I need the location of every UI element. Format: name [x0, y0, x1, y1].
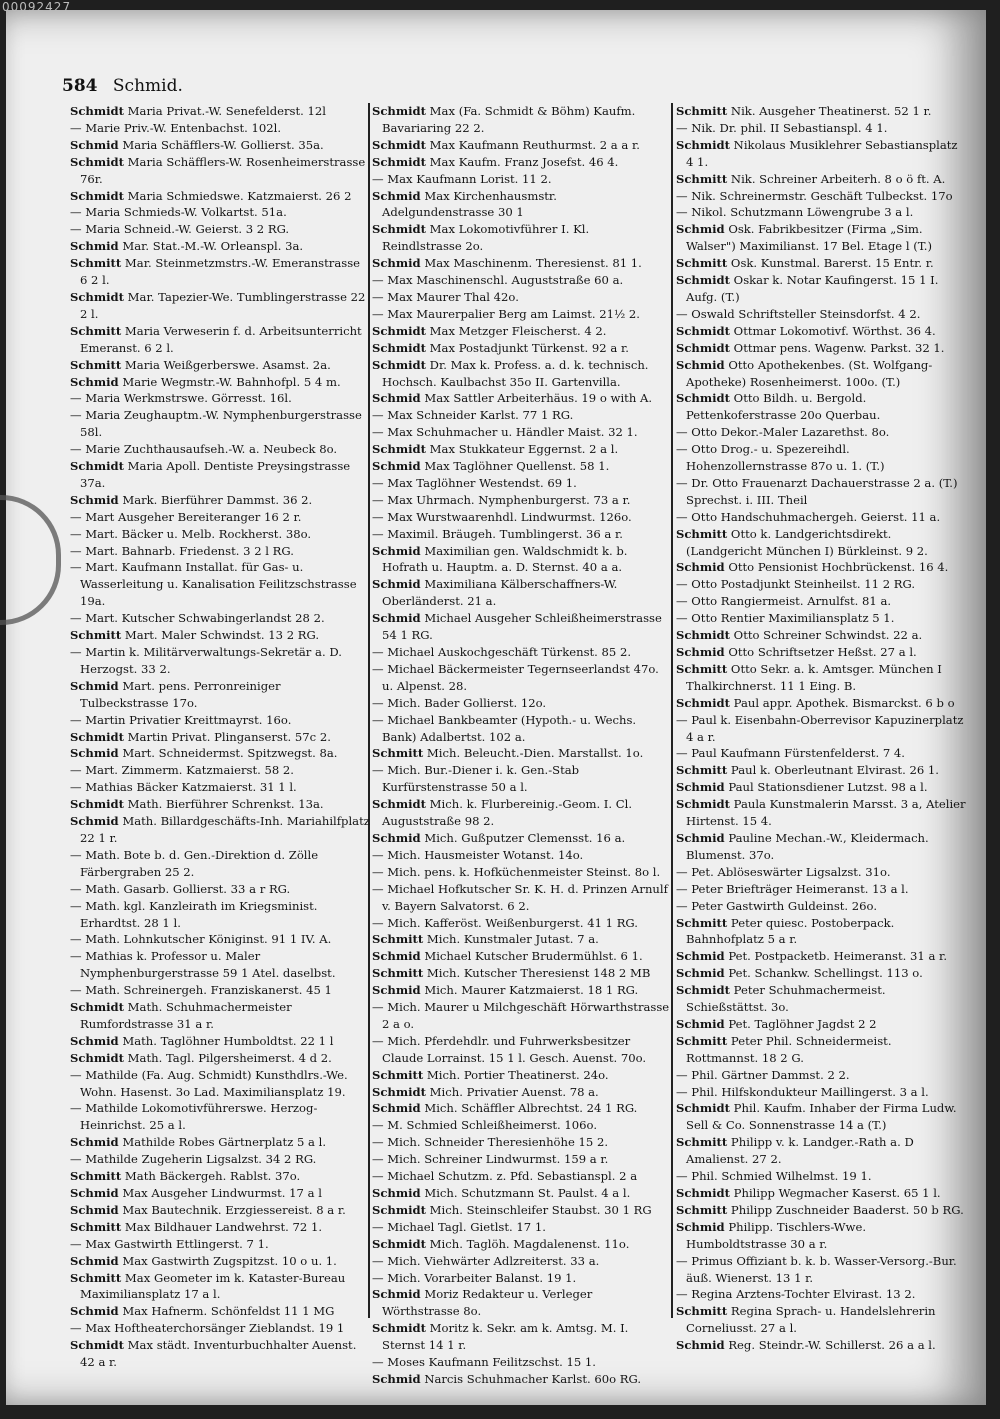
column-rule	[671, 103, 673, 1318]
directory-entry: Schmidt Otto Bildh. u. Bergold. Pettenkoferstrasse 20o Querbau.	[676, 391, 881, 423]
directory-entry: Schmitt Mich. Portier Theatinerst. 24o.	[372, 1067, 609, 1082]
directory-entry: Schmid Maximiliana Kälberschaffners-W. Oberländerst. 21 a.	[372, 577, 618, 609]
directory-entry: — Math. Bote b. d. Gen.-Direktion d. Zölle Färbergraben 25 2.	[70, 847, 319, 879]
directory-entry: — Max Maurer Thal 42o.	[372, 289, 519, 304]
directory-entry: — Otto Handschuhmachergeh. Geierst. 11 a.	[676, 509, 941, 524]
directory-entry: — Mich. Schneider Theresienhöhe 15 2.	[372, 1135, 609, 1150]
directory-entry: Schmid Math. Taglöhner Humboldtst. 22 1 l	[70, 1033, 334, 1048]
directory-entry: — Mich. Pferdehdlr. und Fuhrwerksbesitzer Claude Lorrainst. 15 1 l. Gesch. Auenst. 70o.	[372, 1033, 647, 1065]
directory-entry: Schmidt Max städt. Inventurbuchhalter Auenst. 42 a r.	[70, 1338, 357, 1370]
directory-entry: Schmid Philipp. Tischlers-Wwe. Humboldtstrasse 30 a r.	[676, 1219, 867, 1251]
directory-entry: — Mich. Viehwärter Adlzreiterst. 33 a.	[372, 1253, 600, 1268]
directory-entry: Schmitt Mich. Kutscher Theresienst 148 2 MB	[372, 966, 651, 981]
directory-entry: Schmid Otto Schriftsetzer Heßst. 27 a l.	[676, 645, 917, 659]
directory-entry: — Maria Zeughauptm.-W. Nymphenburgerstrasse 58l.	[70, 408, 362, 440]
directory-entry: — Paul k. Eisenbahn-Oberrevisor Kapuzinerplatz 4 a r.	[676, 712, 964, 744]
directory-entry: Schmid Mart. Schneidermst. Spitzwegst. 8a.	[70, 746, 338, 761]
directory-entry: Schmitt Nik. Schreiner Arbeiterh. 8 o ö ft. A.	[676, 171, 946, 186]
directory-entry: — Mart. Bahnarb. Friedenst. 3 2 l RG.	[70, 543, 294, 558]
directory-entry: Schmid Mich. Gußputzer Clemensst. 16 a.	[372, 830, 626, 845]
directory-entry: — Math. Gasarb. Gollierst. 33 a r RG.	[70, 881, 291, 896]
directory-entry: — Math. kgl. Kanzleirath im Kriegsminist. Erhardtst. 28 1 l.	[70, 898, 318, 930]
directory-entry: — Michael Tagl. Gietlst. 17 1.	[372, 1219, 546, 1234]
directory-entry: Schmid Max Kirchenhausmstr. Adelgundenstrasse 30 1	[372, 188, 557, 220]
directory-entry: Schmid Max Maschinenm. Theresienst. 81 1.	[372, 256, 642, 271]
directory-entry: — Mich. Kafferöst. Weißenburgerst. 41 1 RG.	[372, 915, 638, 930]
directory-entry: Schmitt Max Geometer im k. Kataster-Bureau Maximiliansplatz 17 a l.	[70, 1270, 346, 1302]
directory-entry: Schmidt Ottmar pens. Wagenw. Parkst. 32 1.	[676, 340, 945, 355]
shelfmark-number: 00092427	[2, 0, 72, 14]
directory-entry: Schmidt Phil. Kaufm. Inhaber der Firma Ludw. Sell & Co. Sonnenstrasse 14 a (T.)	[676, 1101, 957, 1133]
directory-entry: — Marie Zuchthausaufseh.-W. a. Neubeck 8o.	[70, 442, 338, 457]
directory-entry: Schmid Mich. Maurer Katzmaierst. 18 1 RG.	[372, 983, 639, 998]
directory-entry: — Marie Priv.-W. Entenbachst. 102l.	[70, 120, 282, 135]
directory-entry: — Mathias Bäcker Katzmaierst. 31 1 l.	[70, 780, 297, 795]
directory-entry: Schmidt Paula Kunstmalerin Marsst. 3 a, Atelier Hirtenst. 15 4.	[676, 797, 966, 829]
directory-entry: Schmitt Mar. Steinmetzmstrs.-W. Emeranstrasse 6 2 l.	[70, 256, 361, 288]
directory-entry: — Nik. Dr. phil. II Sebastianspl. 4 1.	[676, 120, 888, 135]
directory-entry: Schmidt Ottmar Lokomotivf. Wörthst. 36 4.	[676, 323, 936, 338]
directory-entry: — Otto Rangiermeist. Arnulfst. 81 a.	[676, 594, 892, 609]
directory-entry: Schmid Otto Pensionist Hochbrückenst. 16 4.	[676, 560, 949, 575]
directory-entry: Schmidt Maria Schmiedswe. Katzmaierst. 26 2	[70, 188, 352, 203]
directory-entry: Schmid Moriz Redakteur u. Verleger Wörthstrasse 8o.	[372, 1287, 593, 1319]
directory-entry: Schmid Pauline Mechan.-W., Kleidermach. Blumenst. 37o.	[676, 830, 929, 862]
page-header	[62, 76, 183, 96]
running-head: Schmid.	[112, 76, 183, 96]
directory-entry: — Mich. Bur.-Diener i. k. Gen.-Stab Kurfürstenstrasse 50 a l.	[372, 763, 580, 795]
directory-entry: Schmitt Max Bildhauer Landwehrst. 72 1.	[70, 1219, 323, 1234]
directory-entry: — Mathias k. Professor u. Maler Nymphenburgerstrasse 59 1 Atel. daselbst.	[70, 949, 336, 981]
directory-entry: — Mart. Kutscher Schwabingerlandst 28 2.	[70, 611, 325, 626]
directory-entry: Schmid Max Hafnerm. Schönfeldst 11 1 MG	[70, 1304, 335, 1319]
directory-entry: Schmid Mich. Schäffler Albrechtst. 24 1 RG.	[372, 1101, 638, 1116]
directory-entry: — Max Wurstwaarenhdl. Lindwurmst. 126o.	[372, 509, 632, 524]
directory-entry: — Mathilde Zugeherin Ligsalzst. 34 2 RG.	[70, 1152, 317, 1167]
directory-entry: Schmitt Otto Sekr. a. k. Amtsger. München I Thalkirchnerst. 11 1 Eing. B.	[676, 661, 942, 693]
directory-entry: Schmidt Max Kaufmann Reuthurmst. 2 a a r.	[372, 137, 640, 152]
directory-entry: — Moses Kaufmann Feilitzschst. 15 1.	[372, 1355, 596, 1370]
directory-entry: Schmid Otto Apothekenbes. (St. Wolfgang-Apotheke) Rosenheimerst. 100o. (T.)	[676, 357, 933, 389]
directory-entry: Schmidt Mich. k. Flurbereinig.-Geom. I. Cl. Auguststraße 98 2.	[372, 797, 633, 829]
directory-entry: Schmitt Mich. Beleucht.-Dien. Marstallst. 1o.	[372, 746, 644, 761]
directory-entry: Schmid Marie Wegmstr.-W. Bahnhofpl. 5 4 m.	[70, 374, 341, 389]
directory-entry: Schmitt Math Bäckergeh. Rablst. 37o.	[70, 1169, 301, 1184]
directory-entry: — Mich. Bader Gollierst. 12o.	[372, 695, 547, 710]
directory-entry: Schmid Mart. pens. Perronreiniger Tulbeckstrasse 17o.	[70, 678, 281, 710]
directory-entry: — Max Maschinenschl. Auguststraße 60 a.	[372, 273, 624, 288]
directory-entry: — Math. Lohnkutscher Königinst. 91 1 IV. A.	[70, 932, 332, 947]
directory-entry: — Dr. Otto Frauenarzt Dachauerstrasse 2 a. (T.) Sprechst. i. III. Theil	[676, 475, 958, 507]
directory-entry: Schmitt Maria Verweserin f. d. Arbeitsunterricht Emeranst. 6 2 l.	[70, 323, 362, 355]
directory-entry: Schmid Mark. Bierführer Dammst. 36 2.	[70, 492, 313, 507]
directory-entry: Schmitt Philipp v. k. Landger.-Rath a. D Amalienst. 27 2.	[676, 1135, 914, 1167]
directory-entry: Schmidt Paul appr. Apothek. Bismarckst. 6 b o	[676, 695, 955, 710]
directory-entry: Schmidt Max Stukkateur Eggernst. 2 a l.	[372, 442, 619, 457]
directory-entry: — Max Gastwirth Ettlingerst. 7 1.	[70, 1236, 269, 1251]
directory-column-3	[676, 103, 966, 1353]
directory-entry: Schmidt Mich. Taglöh. Magdalenenst. 11o.	[372, 1236, 630, 1251]
directory-entry: Schmidt Mich. Privatier Auenst. 78 a.	[372, 1084, 599, 1099]
directory-entry: — M. Schmied Schleißheimerst. 106o.	[372, 1118, 598, 1133]
directory-entry: — Mathilde Lokomotivführerswe. Herzog-Heinrichst. 25 a l.	[70, 1101, 318, 1133]
directory-entry: Schmid Max Sattler Arbeiterhäus. 19 o with A.	[372, 391, 653, 406]
directory-entry: Schmid Max Bautechnik. Erzgiessereist. 8 a r.	[70, 1202, 346, 1217]
directory-entry: Schmitt Otto k. Landgerichtsdirekt. (Landgericht München I) Bürkleinst. 9 2.	[676, 526, 928, 558]
directory-entry: Schmidt Math. Bierführer Schrenkst. 13a.	[70, 797, 324, 812]
directory-entry: Schmidt Otto Schreiner Schwindst. 22 a.	[676, 628, 923, 643]
directory-entry: — Mart. Zimmerm. Katzmaierst. 58 2.	[70, 763, 294, 778]
directory-entry: Schmitt Mart. Maler Schwindst. 13 2 RG.	[70, 628, 320, 643]
directory-entry: Schmidt Moritz k. Sekr. am k. Amtsg. M. I. Sternst 14 1 r.	[372, 1321, 629, 1353]
directory-entry: — Mart. Kaufmann Installat. für Gas- u. Wasserleitung u. Kanalisation Feilitzschstrasse 19a.	[70, 560, 357, 609]
directory-entry: Schmitt Nik. Ausgeher Theatinerst. 52 1 r.	[676, 104, 932, 118]
directory-entry: Schmid Maximilian gen. Waldschmidt k. b. Hofrath u. Hauptm. a. D. Sternst. 40 a a.	[372, 543, 628, 575]
directory-entry: Schmidt Oskar k. Notar Kaufingerst. 15 1 I. Aufg. (T.)	[676, 273, 939, 304]
directory-entry: Schmid Math. Billardgeschäfts-Inh. Mariahilfplatz 22 1 r.	[70, 814, 370, 845]
directory-entry: Schmitt Paul k. Oberleutnant Elvirast. 26 1.	[676, 763, 939, 778]
directory-entry: — Mich. Vorarbeiter Balanst. 19 1.	[372, 1270, 577, 1285]
directory-entry: Schmitt Mich. Kunstmaler Jutast. 7 a.	[372, 932, 599, 947]
directory-entry: Schmid Max Ausgeher Lindwurmst. 17 a l	[70, 1186, 322, 1200]
directory-entry: Schmid Michael Ausgeher Schleißheimerstrasse 54 1 RG.	[372, 611, 662, 643]
directory-column-1	[70, 103, 370, 1370]
directory-entry: — Primus Offiziant b. k. b. Wasser-Versorg.-Bur. äuß. Wienerst. 13 1 r.	[676, 1253, 957, 1285]
directory-entry: — Pet. Ablöseswärter Ligsalzst. 31o.	[676, 864, 891, 879]
directory-entry: Schmid Mich. Schutzmann St. Paulst. 4 a l.	[372, 1186, 631, 1200]
directory-entry: Schmid Narcis Schuhmacher Karlst. 60o RG.	[372, 1371, 642, 1386]
directory-entry: — Maria Schneid.-W. Geierst. 3 2 RG.	[70, 222, 290, 237]
directory-entry: Schmid Max Taglöhner Quellenst. 58 1.	[372, 459, 610, 474]
directory-entry: Schmitt Peter quiesc. Postoberpack. Bahnhofplatz 5 a r.	[676, 915, 895, 947]
directory-entry: — Otto Dekor.-Maler Lazarethst. 8o.	[676, 425, 890, 440]
page-number: 584	[62, 76, 98, 96]
directory-entry: Schmid Max Gastwirth Zugspitzst. 10 o u. 1.	[70, 1253, 337, 1268]
directory-entry: Schmidt Math. Tagl. Pilgersheimerst. 4 d 2.	[70, 1050, 332, 1065]
directory-entry: Schmidt Philipp Wegmacher Kaserst. 65 1 l.	[676, 1186, 941, 1200]
directory-entry: — Maximil. Bräugeh. Tumblingerst. 36 a r.	[372, 526, 623, 541]
directory-entry: — Max Hoftheaterchorsänger Zieblandst. 19 1	[70, 1321, 345, 1336]
directory-entry: — Otto Drog.- u. Spezereihdl. Hohenzollernstrasse 87o u. 1. (T.)	[676, 442, 885, 474]
directory-entry: Schmid Paul Stationsdiener Lutzst. 98 a l.	[676, 780, 928, 795]
directory-entry: Schmid Mar. Stat.-M.-W. Orleanspl. 3a.	[70, 239, 304, 254]
directory-entry: — Nikol. Schutzmann Löwengrube 3 a l.	[676, 205, 914, 220]
directory-entry: — Phil. Hilfskondukteur Maillingerst. 3 a l.	[676, 1084, 929, 1099]
directory-entry: Schmidt Peter Schuhmachermeist. Schießstättst. 3o.	[676, 983, 886, 1015]
directory-entry: — Paul Kaufmann Fürstenfelderst. 7 4.	[676, 746, 905, 761]
directory-entry: Schmidt Martin Privat. Plinganserst. 57c 2.	[70, 729, 331, 744]
directory-entry: Schmidt Max Metzger Fleischerst. 4 2.	[372, 323, 607, 338]
directory-entry: Schmitt Regina Sprach- u. Handelslehrerin Corneliusst. 27 a l.	[676, 1304, 936, 1336]
directory-entry: — Nik. Schreinermstr. Geschäft Tulbeckst. 17o	[676, 188, 953, 203]
directory-entry: — Michael Bankbeamter (Hypoth.- u. Wechs. Bank) Adalbertst. 102 a.	[372, 712, 637, 744]
directory-entry: — Oswald Schriftsteller Steinsdorfst. 4 2.	[676, 306, 921, 321]
directory-entry: Schmidt Maria Schäfflers-W. Rosenheimerstrasse 76r.	[70, 154, 366, 186]
directory-entry: Schmitt Philipp Zuschneider Baaderst. 50 b RG.	[676, 1202, 964, 1217]
directory-entry: Schmidt Max Postadjunkt Türkenst. 92 a r.	[372, 340, 629, 355]
directory-entry: — Max Uhrmach. Nymphenburgerst. 73 a r.	[372, 492, 631, 507]
directory-entry: — Mich. Maurer u Milchgeschäft Hörwarthstrasse 2 a o.	[372, 1000, 670, 1031]
directory-entry: Schmid Pet. Postpacketb. Heimeranst. 31 a r.	[676, 949, 948, 964]
directory-entry: — Mich. Schreiner Lindwurmst. 159 a r.	[372, 1152, 609, 1167]
directory-entry: — Martin k. Militärverwaltungs-Sekretär a. D. Herzogst. 33 2.	[70, 645, 342, 676]
directory-entry: — Maria Werkmstrswe. Görresst. 16l.	[70, 391, 292, 406]
directory-entry: — Phil. Gärtner Dammst. 2 2.	[676, 1067, 850, 1082]
directory-entry: Schmid Maria Schäfflers-W. Gollierst. 35a.	[70, 137, 324, 152]
directory-entry: Schmid Osk. Fabrikbesitzer (Firma „Sim. Walser") Maximilianst. 17 Bel. Etage l (T.)	[676, 222, 932, 254]
directory-entry: — Michael Schutzm. z. Pfd. Sebastianspl. 2 a	[372, 1169, 638, 1184]
directory-entry: — Martin Privatier Kreittmayrst. 16o.	[70, 712, 292, 727]
directory-entry: Schmidt Mich. Steinschleifer Staubst. 30 1 RG	[372, 1202, 652, 1217]
directory-entry: Schmidt Maria Privat.-W. Senefelderst. 12l	[70, 104, 326, 118]
directory-entry: — Mathilde (Fa. Aug. Schmidt) Kunsthdlrs.-We. Wohn. Hasenst. 3o Lad. Maximiliansplatz 19.	[70, 1067, 348, 1099]
directory-entry: — Otto Rentier Maximiliansplatz 5 1.	[676, 611, 895, 626]
directory-entry: Schmid Mathilde Robes Gärtnerplatz 5 a l.	[70, 1135, 327, 1150]
directory-entry: — Michael Auskochgeschäft Türkenst. 85 2.	[372, 645, 632, 659]
directory-entry: — Phil. Schmied Wilhelmst. 19 1.	[676, 1169, 872, 1184]
directory-entry: — Michael Bäckermeister Tegernseerlandst 47o. u. Alpenst. 28.	[372, 661, 659, 693]
directory-entry: Schmidt Maria Apoll. Dentiste Preysingstrasse 37a.	[70, 459, 351, 490]
directory-entry: Schmid Pet. Schankw. Schellingst. 113 o.	[676, 966, 923, 981]
directory-entry: — Max Schuhmacher u. Händler Maist. 32 1.	[372, 425, 638, 440]
directory-entry: — Mart. Bäcker u. Melb. Rockherst. 38o.	[70, 526, 312, 541]
directory-entry: — Peter Briefträger Heimeranst. 13 a l.	[676, 881, 909, 896]
directory-entry: Schmidt Math. Schuhmachermeister Rumfordstrasse 31 a r.	[70, 1000, 292, 1031]
directory-entry: Schmidt Max Kaufm. Franz Josefst. 46 4.	[372, 154, 619, 169]
directory-entry: Schmitt Maria Weißgerberswe. Asamst. 2a.	[70, 357, 331, 372]
directory-entry: Schmidt Max Lokomotivführer I. Kl. Reindlstrasse 2o.	[372, 222, 590, 254]
directory-entry: — Math. Schreinergeh. Franziskanerst. 45 1	[70, 983, 332, 998]
directory-entry: — Maria Schmieds-W. Volkartst. 51a.	[70, 205, 287, 220]
directory-entry: Schmid Pet. Taglöhner Jagdst 2 2	[676, 1016, 877, 1031]
directory-entry: — Max Schneider Karlst. 77 1 RG.	[372, 408, 574, 423]
directory-entry: Schmidt Nikolaus Musiklehrer Sebastiansplatz 4 1.	[676, 137, 958, 169]
directory-entry: — Max Taglöhner Westendst. 69 1.	[372, 475, 577, 490]
directory-entry: — Peter Gastwirth Guldeinst. 26o.	[676, 898, 878, 913]
directory-column-2	[372, 103, 670, 1386]
directory-entry: Schmid Michael Kutscher Brudermühlst. 6 1.	[372, 949, 643, 964]
directory-entry: — Regina Arztens-Tochter Elvirast. 13 2.	[676, 1287, 916, 1302]
directory-entry: Schmidt Dr. Max k. Profess. a. d. k. technisch. Hochsch. Kaulbachst 35o II. Gartenvilla.	[372, 357, 649, 389]
directory-entry: Schmidt Mar. Tapezier-We. Tumblingerstrasse 22 2 l.	[70, 289, 366, 321]
directory-entry: — Mart Ausgeher Bereiteranger 16 2 r.	[70, 509, 302, 524]
directory-entry: — Mich. pens. k. Hofküchenmeister Steinst. 8o l.	[372, 864, 661, 879]
directory-entry: Schmitt Peter Phil. Schneidermeist. Rottmannst. 18 2 G.	[676, 1033, 892, 1065]
directory-entry: Schmid Reg. Steindr.-W. Schillerst. 26 a a l.	[676, 1338, 936, 1353]
directory-entry: — Otto Postadjunkt Steinheilst. 11 2 RG.	[676, 577, 916, 592]
directory-entry: — Mich. Hausmeister Wotanst. 14o.	[372, 847, 584, 862]
directory-entry: Schmitt Osk. Kunstmal. Barerst. 15 Entr. r.	[676, 256, 934, 271]
directory-entry: — Michael Hofkutscher Sr. K. H. d. Prinzen Arnulf v. Bayern Salvatorst. 6 2.	[372, 881, 668, 913]
directory-entry: Schmidt Max (Fa. Schmidt & Böhm) Kaufm. Bavariaring 22 2.	[372, 104, 636, 135]
directory-entry: — Max Maurerpalier Berg am Laimst. 21½ 2.	[372, 306, 640, 321]
directory-entry: — Max Kaufmann Lorist. 11 2.	[372, 171, 552, 186]
